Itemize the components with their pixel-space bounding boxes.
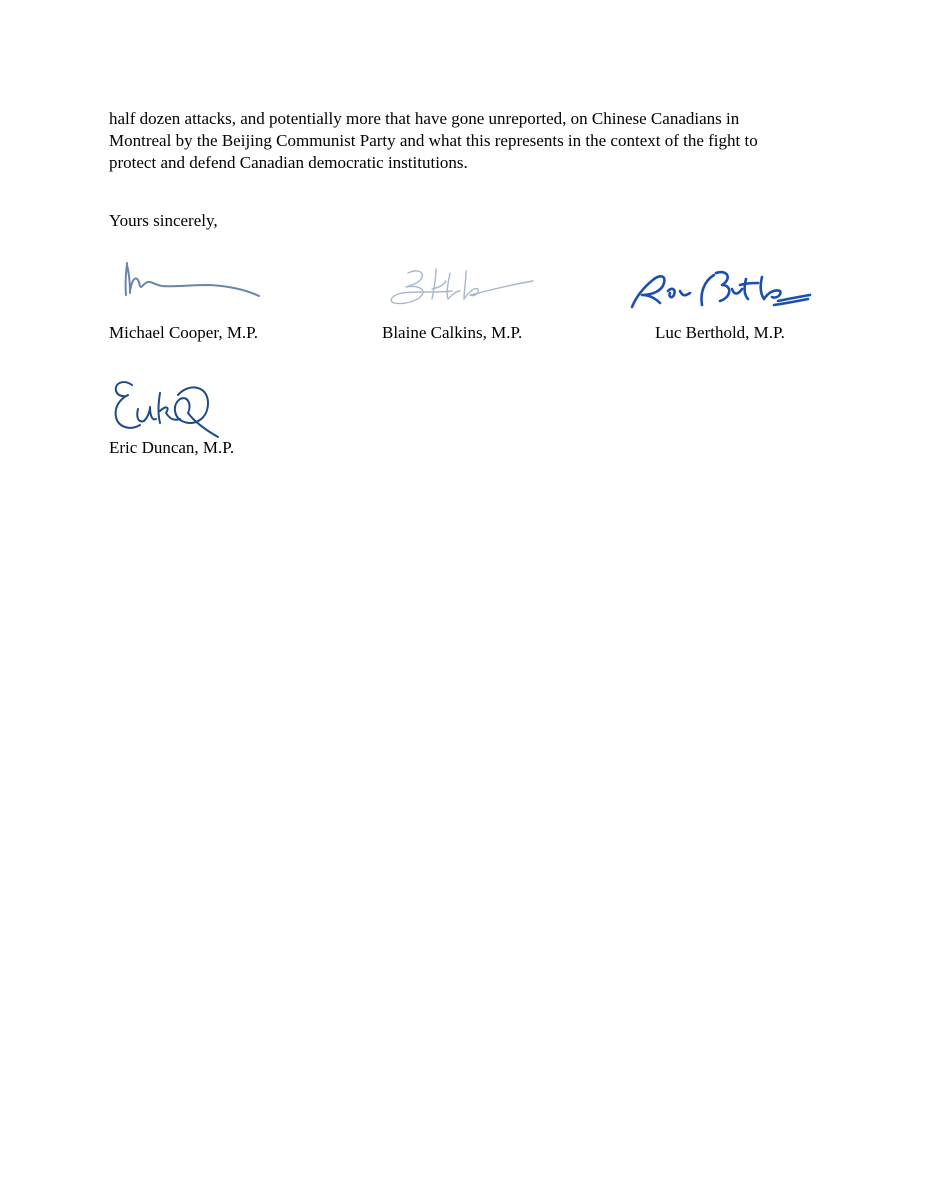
signatory-name: Blaine Calkins, M.P.: [382, 323, 523, 342]
signatory-name: Michael Cooper, M.P.: [109, 323, 258, 342]
closing-salutation: Yours sincerely,: [109, 211, 218, 230]
signature-blaine-calkins: [388, 263, 538, 311]
signature-eric-duncan: [108, 375, 223, 440]
signatory-name: Eric Duncan, M.P.: [109, 438, 235, 457]
signature-luc-berthold: [628, 265, 813, 315]
paragraph-line: protect and defend Canadian democratic institutions.: [109, 153, 468, 172]
signatory-name: Luc Berthold, M.P.: [655, 323, 785, 342]
signature-michael-cooper: [120, 255, 265, 305]
paragraph-line: Montreal by the Beijing Communist Party and what this represents in the context of the fight to: [109, 131, 758, 150]
letter-paragraph: [109, 108, 829, 174]
paragraph-line: half dozen attacks, and potentially more that have gone unreported, on Chinese Canadians in: [109, 109, 740, 128]
